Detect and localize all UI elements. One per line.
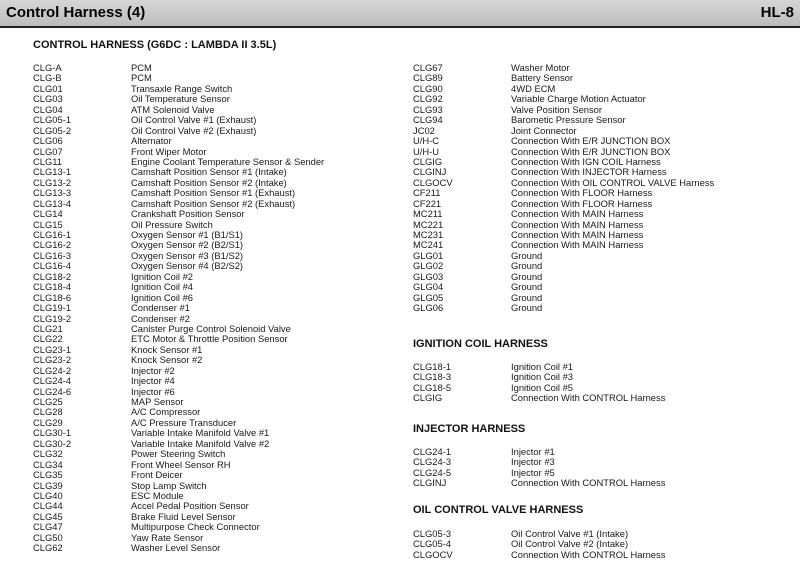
- connector-row: [33, 345, 403, 355]
- connector-description: Camshaft Position Sensor #2 (Exhaust): [131, 197, 296, 209]
- connector-row: [33, 470, 403, 480]
- connector-description: Connection With MAIN Harness: [511, 208, 644, 220]
- connector-description: Connection With CONTROL Harness: [511, 548, 666, 560]
- connector-description: Connection With CONTROL Harness: [511, 477, 666, 489]
- connector-description: A/C Pressure Transducer: [131, 416, 237, 428]
- oil-control-valve-harness-list: [413, 529, 793, 560]
- connector-description: Injector #5: [511, 466, 555, 478]
- connector-code: CLG05-3: [413, 528, 452, 539]
- connector-description: Connection With E/R JUNCTION BOX: [511, 145, 671, 157]
- connector-code: MC231: [413, 229, 444, 240]
- connector-row: [413, 293, 793, 303]
- connector-description: Engine Coolant Temperature Sensor & Sender: [131, 155, 325, 167]
- connector-description: Connection With IGN COIL Harness: [511, 155, 661, 167]
- connector-code: CLG90: [413, 82, 443, 94]
- connector-description: Connection With FLOOR Harness: [511, 187, 653, 199]
- connector-code: CLG93: [413, 103, 443, 115]
- connector-row: [413, 303, 793, 313]
- connector-row: [33, 63, 403, 73]
- connector-code: GLG02: [413, 260, 444, 272]
- oil-control-valve-harness-title: OIL CONTROL VALVE HARNESS: [413, 504, 584, 516]
- connector-row: [413, 457, 793, 467]
- connector-description: Washer Level Sensor: [131, 542, 221, 554]
- connector-row: [33, 376, 403, 386]
- connector-code: GLG04: [413, 281, 444, 293]
- connector-description: Canister Purge Control Solenoid Valve: [131, 322, 291, 334]
- connector-row: [33, 261, 403, 271]
- connector-code: CLG30-1: [33, 427, 72, 439]
- connector-description: Brake Fluid Level Sensor: [131, 510, 236, 522]
- connector-code: CLG13-4: [33, 197, 72, 209]
- connector-description: Connection With MAIN Harness: [511, 218, 644, 230]
- connector-description: PCM: [131, 72, 152, 84]
- connector-description: Oxygen Sensor #3 (B1/S2): [131, 249, 244, 261]
- connector-description: Connection With OIL CONTROL VALVE Harness: [511, 176, 715, 188]
- connector-code: CF211: [413, 187, 441, 199]
- connector-row: [413, 136, 793, 146]
- connector-description: MAP Sensor: [131, 396, 184, 407]
- connector-description: Connection With E/R JUNCTION BOX: [511, 135, 671, 147]
- connector-description: Ignition Coil #1: [511, 361, 574, 372]
- connector-code: CLG92: [413, 93, 443, 105]
- connector-code: CLG16-4: [33, 260, 72, 272]
- connector-code: CLGINJ: [413, 166, 447, 178]
- connector-description: Injector #1: [511, 446, 555, 457]
- connector-code: CLG45: [33, 510, 63, 522]
- connector-code: GLG03: [413, 270, 444, 282]
- connector-row: [33, 94, 403, 104]
- connector-description: Oil Temperature Sensor: [131, 93, 230, 105]
- connector-code: CLGOCV: [413, 548, 453, 560]
- connector-description: Connection With INJECTOR Harness: [511, 166, 667, 178]
- connector-code: CLG35: [33, 469, 63, 481]
- connector-row: [33, 209, 403, 219]
- connector-row: [33, 522, 403, 532]
- connector-code: JC02: [413, 124, 435, 136]
- connector-code: U/H-C: [413, 135, 440, 147]
- connector-row: [33, 282, 403, 292]
- connector-description: Oil Control Valve #2 (Exhaust): [131, 124, 257, 136]
- connector-description: Ground: [511, 270, 543, 282]
- connector-row: [33, 543, 403, 553]
- ignition-coil-harness-list: [413, 362, 793, 404]
- connector-code: CLG03: [33, 93, 63, 105]
- page-number: HL-8: [760, 4, 794, 21]
- connector-row: [413, 73, 793, 83]
- connector-code: CLG16-1: [33, 229, 72, 240]
- connector-code: CLG16-2: [33, 239, 72, 251]
- connector-description: Ground: [511, 302, 543, 314]
- connector-code: CLGINJ: [413, 477, 447, 489]
- connector-code: CLG30-2: [33, 437, 72, 449]
- connector-code: CLG14: [33, 208, 63, 220]
- connector-code: CLG34: [33, 458, 63, 470]
- connector-code: CF221: [413, 197, 442, 209]
- connector-description: ATM Solenoid Valve: [131, 103, 215, 115]
- connector-description: Connection With MAIN Harness: [511, 229, 644, 240]
- connector-code: CLG13-2: [33, 176, 72, 188]
- connector-description: Oxygen Sensor #4 (B2/S2): [131, 260, 244, 272]
- connector-description: Injector #4: [131, 375, 175, 387]
- connector-row: [33, 481, 403, 491]
- connector-description: Variable Charge Motion Actuator: [511, 93, 646, 105]
- connector-code: CLG89: [413, 72, 443, 84]
- connector-description: Injector #6: [131, 385, 175, 397]
- page-header: [0, 0, 800, 28]
- connector-description: Ground: [511, 260, 543, 272]
- connector-description: Front Deicer: [131, 469, 183, 481]
- page-title: Control Harness (4): [6, 4, 146, 21]
- connector-code: CLG06: [33, 135, 63, 147]
- connector-code: CLG04: [33, 103, 63, 115]
- injector-harness-title: INJECTOR HARNESS: [413, 423, 526, 435]
- control-harness-title: CONTROL HARNESS (G6DC : LAMBDA II 3.5L): [33, 39, 277, 51]
- connector-description: Crankshaft Position Sensor: [131, 208, 245, 220]
- connector-description: Knock Sensor #2: [131, 354, 203, 366]
- connector-code: CLG29: [33, 416, 63, 428]
- connector-code: GLG01: [413, 249, 444, 261]
- connector-description: Front Wheel Sensor RH: [131, 458, 231, 470]
- connector-code: CLG-B: [33, 72, 62, 84]
- connector-code: CLG40: [33, 489, 63, 501]
- connector-description: Stop Lamp Switch: [131, 479, 207, 491]
- connector-code: CLG21: [33, 322, 63, 334]
- connector-row: [413, 209, 793, 219]
- connector-code: MC211: [413, 208, 443, 220]
- connector-description: Alternator: [131, 135, 172, 147]
- connector-code: CLG05-2: [33, 124, 72, 136]
- connector-code: CLG23-1: [33, 343, 72, 355]
- connector-description: Connection With CONTROL Harness: [511, 392, 666, 404]
- connector-description: Power Steering Switch: [131, 448, 226, 460]
- connector-row: [413, 478, 793, 488]
- connector-code: CLG39: [33, 479, 63, 491]
- connector-code: CLG18-1: [413, 361, 452, 372]
- connector-code: CLG32: [33, 448, 63, 460]
- connector-row: [413, 362, 793, 372]
- connector-code: CLG23-2: [33, 354, 72, 366]
- connector-row: [413, 63, 793, 73]
- connector-code: CLG44: [33, 500, 63, 512]
- connector-code: CLG01: [33, 82, 63, 94]
- connector-code: CLG24-5: [413, 466, 452, 478]
- connector-code: CLG19-2: [33, 312, 72, 324]
- connector-code: CLG24-2: [33, 364, 72, 376]
- connector-row: [413, 272, 793, 282]
- connector-row: [413, 115, 793, 125]
- connector-code: CLG13-1: [33, 166, 72, 178]
- connector-description: Condenser #2: [131, 312, 190, 324]
- connector-description: Injector #2: [131, 364, 175, 376]
- connector-code: U/H-U: [413, 145, 440, 157]
- connector-description: 4WD ECM: [511, 82, 556, 94]
- connector-description: Connection With FLOOR Harness: [511, 197, 653, 209]
- connector-code: CLGIG: [413, 392, 443, 404]
- connector-code: CLG25: [33, 396, 63, 407]
- connector-code: CLG24-6: [33, 385, 72, 397]
- connector-code: CLG18-2: [33, 270, 72, 282]
- connector-description: Valve Position Sensor: [511, 103, 603, 115]
- connector-row: [413, 261, 793, 271]
- connector-code: CLG11: [33, 155, 63, 167]
- connector-description: Camshaft Position Sensor #1 (Exhaust): [131, 187, 296, 199]
- connector-code: CLG24-4: [33, 375, 72, 387]
- connector-row: [33, 366, 403, 376]
- connector-code: MC221: [413, 218, 444, 230]
- ignition-coil-harness-title: IGNITION COIL HARNESS: [413, 338, 548, 350]
- connector-code: CLG22: [33, 333, 63, 345]
- connector-code: CLGOCV: [413, 176, 453, 188]
- connector-code: CLG16-3: [33, 249, 72, 261]
- connector-description: Connection With MAIN Harness: [511, 239, 644, 251]
- connector-description: Oil Control Valve #1 (Exhaust): [131, 114, 257, 126]
- connector-description: Oil Control Valve #1 (Intake): [511, 528, 629, 539]
- connector-description: Variable Intake Manifold Valve #2: [131, 437, 270, 449]
- connector-code: CLG05-1: [33, 114, 72, 126]
- connector-description: Injector #3: [511, 456, 555, 468]
- connector-description: Transaxle Range Switch: [131, 82, 233, 94]
- connector-code: CLG19-1: [33, 302, 72, 314]
- connector-code: CLG18-6: [33, 291, 72, 303]
- connector-description: Ground: [511, 291, 543, 303]
- connector-row: [33, 387, 403, 397]
- connector-description: Camshaft Position Sensor #1 (Intake): [131, 166, 287, 178]
- connector-code: CLG07: [33, 145, 63, 157]
- connector-row: [33, 355, 403, 365]
- connector-description: Condenser #1: [131, 302, 190, 314]
- connector-description: Ignition Coil #4: [131, 281, 194, 293]
- connector-row: [413, 447, 793, 457]
- connector-description: Knock Sensor #1: [131, 343, 203, 355]
- connector-row: [33, 272, 403, 282]
- connector-description: A/C Compressor: [131, 406, 201, 418]
- connector-description: Oil Control Valve #2 (Intake): [511, 538, 629, 550]
- connector-description: Variable Intake Manifold Valve #1: [131, 427, 270, 439]
- connector-code: CLG18-3: [413, 371, 452, 383]
- connector-row: [413, 240, 793, 250]
- connector-description: Camshaft Position Sensor #2 (Intake): [131, 176, 287, 188]
- connector-code: CLG05-4: [413, 538, 452, 550]
- connector-description: Front Wiper Motor: [131, 145, 207, 157]
- connector-row: [33, 293, 403, 303]
- connector-code: MC241: [413, 239, 444, 251]
- connector-row: [413, 251, 793, 261]
- connector-description: Oxygen Sensor #1 (B1/S1): [131, 229, 244, 240]
- connector-description: Ground: [511, 249, 543, 261]
- connector-code: CLG15: [33, 218, 63, 230]
- connector-row: [413, 372, 793, 382]
- connector-description: Ignition Coil #2: [131, 270, 194, 282]
- connector-description: PCM: [131, 62, 152, 73]
- connector-code: CLG67: [413, 62, 443, 73]
- connector-row: [413, 393, 793, 403]
- injector-harness-list: [413, 447, 793, 489]
- connector-description: Barometic Pressure Sensor: [511, 114, 626, 126]
- connector-description: Joint Connector: [511, 124, 577, 136]
- connector-description: Ignition Coil #3: [511, 371, 574, 383]
- connector-code: CLG-A: [33, 62, 62, 73]
- connector-description: Washer Motor: [511, 62, 570, 73]
- control-harness-list-left: [33, 63, 403, 554]
- connector-description: Battery Sensor: [511, 72, 574, 84]
- connector-code: CLG13-3: [33, 187, 72, 199]
- connector-code: GLG05: [413, 291, 444, 303]
- connector-description: Ignition Coil #5: [511, 381, 574, 393]
- connector-description: Multipurpose Check Connector: [131, 521, 260, 533]
- connector-code: CLG62: [33, 542, 63, 554]
- connector-row: [413, 282, 793, 292]
- connector-description: Ground: [511, 281, 543, 293]
- connector-row: [33, 303, 403, 313]
- connector-row: [413, 94, 793, 104]
- connector-description: ESC Module: [131, 489, 184, 501]
- connector-row: [33, 334, 403, 344]
- connector-code: GLG06: [413, 302, 444, 314]
- connector-description: ETC Motor & Throttle Position Sensor: [131, 333, 288, 345]
- connector-code: CLG18-4: [33, 281, 72, 293]
- control-harness-list-right: [413, 63, 793, 314]
- connector-code: CLG94: [413, 114, 443, 126]
- connector-code: CLG24-1: [413, 446, 452, 457]
- connector-description: Yaw Rate Sensor: [131, 531, 204, 543]
- connector-description: Oil Pressure Switch: [131, 218, 213, 230]
- connector-code: CLG47: [33, 521, 63, 533]
- connector-row: [33, 126, 403, 136]
- connector-row: [33, 397, 403, 407]
- connector-row: [33, 460, 403, 470]
- connector-code: CLGIG: [413, 155, 443, 167]
- connector-code: CLG50: [33, 531, 63, 543]
- connector-row: [413, 550, 793, 560]
- connector-description: Oxygen Sensor #2 (B2/S1): [131, 239, 244, 251]
- connector-row: [33, 136, 403, 146]
- connector-description: Ignition Coil #6: [131, 291, 194, 303]
- connector-description: Accel Pedal Position Sensor: [131, 500, 249, 512]
- connector-code: CLG24-3: [413, 456, 452, 468]
- connector-code: CLG28: [33, 406, 63, 418]
- connector-code: CLG18-5: [413, 381, 452, 393]
